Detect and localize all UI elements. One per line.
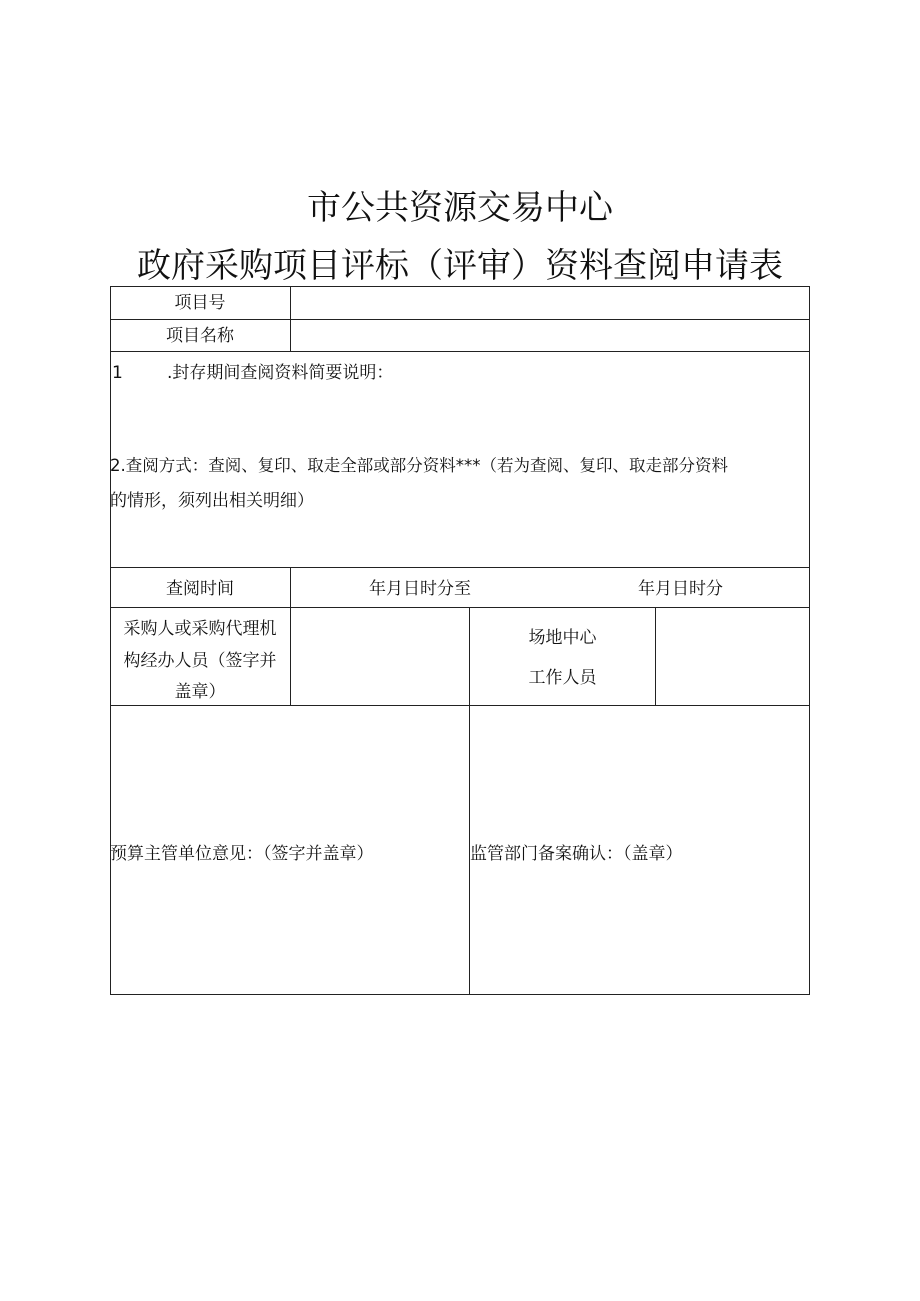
table-border-left — [110, 286, 111, 995]
inspection-time-to: 年月日时分 — [638, 579, 723, 599]
inspection-time-from: 年月日时分至 — [369, 579, 471, 599]
table-border-bottom — [110, 994, 810, 995]
project-no-label: 项目号 — [174, 293, 226, 313]
section2-line1: 2.查阅方式：查阅、复印、取走全部或部分资料***（若为查阅、复印、取走部分资料 — [110, 456, 728, 475]
row-divider — [110, 567, 810, 568]
row-divider — [110, 705, 810, 706]
col-divider — [290, 567, 291, 705]
col-divider — [469, 607, 470, 995]
col-divider — [290, 286, 291, 351]
table-border-right — [809, 286, 810, 995]
col-divider — [655, 607, 656, 705]
venue-staff-label-line2: 工作人员 — [528, 668, 597, 688]
project-name-label: 项目名称 — [166, 326, 234, 346]
section1-number: 1 — [112, 363, 123, 383]
table-border-top — [110, 286, 810, 287]
row-divider — [110, 607, 810, 608]
section2-line2: 的情形，须列出相关明细） — [110, 491, 314, 511]
venue-staff-label-line1: 场地中心 — [528, 628, 597, 648]
row-divider — [110, 351, 810, 352]
supervision-confirm-label: 监管部门备案确认：（盖章） — [470, 844, 683, 864]
inspection-time-label: 查阅时间 — [166, 579, 234, 599]
page-title-line1: 市公共资源交易中心 — [307, 188, 613, 228]
row-divider — [110, 319, 810, 320]
page-title-line2: 政府采购项目评标（评审）资料查阅申请表 — [137, 246, 783, 286]
section1-heading: .封存期间查阅资料简要说明： — [167, 363, 394, 383]
purchaser-label-line2: 构经办人员（签字并 — [123, 651, 277, 671]
application-form — [110, 286, 810, 995]
purchaser-label-line1: 采购人或采购代理机 — [123, 619, 277, 639]
purchaser-label-line3: 盖章） — [174, 682, 226, 702]
budget-unit-opinion-label: 预算主管单位意见：（签字并盖章） — [110, 844, 374, 864]
